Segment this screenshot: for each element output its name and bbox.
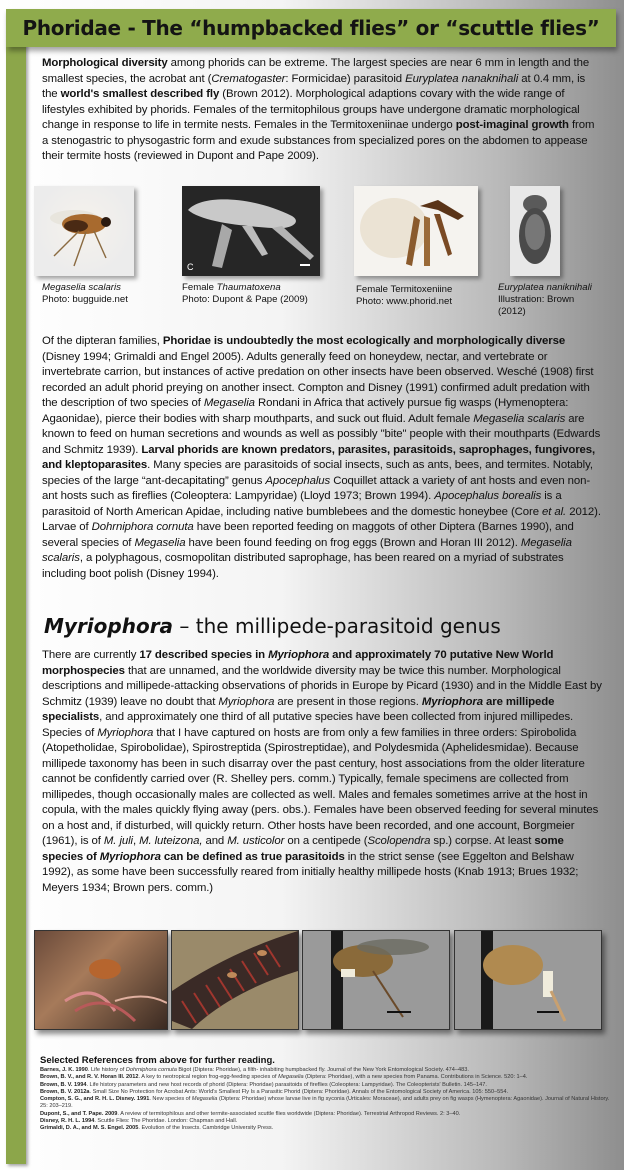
text: sp.) corpse. At least (430, 835, 535, 847)
millipede-body-image-icon (172, 931, 298, 1029)
caption-prefix: Female (182, 282, 217, 293)
text: at 0.4 mm, is the (42, 72, 586, 100)
photo-termitoxeniine (354, 186, 478, 276)
reference-item: Grimaldi, D. A., and M. S. Engel. 2005. Evolution of the Insects. Cambridge University Press. (40, 1125, 274, 1132)
bold-text: post-imaginal growth (455, 119, 569, 131)
italic-text: Megaselia scalaris (42, 536, 572, 564)
bottom-photo-row (34, 930, 604, 1030)
photo-thaumatoxena (182, 186, 320, 276)
caption-species: Euryplatea naniknihali (498, 282, 592, 293)
bold-italic-text: Myriophora (99, 850, 161, 863)
text: have been reported feeding on maggots of other Diptera (Barnes 1990), and several species of (42, 521, 574, 549)
header-bar (6, 9, 616, 47)
photo-caption (498, 282, 594, 318)
italic-text: M. luteizona, (139, 835, 203, 847)
reference-item: Brown, B. V. 1994. Life history parameters and new host records of phorid (Diptera: Phoridae) parasitoids of fireflies (Coleoptera: Lampyridae). The Coleopterists' Bulletin. 145–147. (40, 1081, 487, 1088)
sem-image-icon (182, 186, 320, 276)
text: are present in those regions. (274, 695, 422, 708)
italic-text: M. juli (103, 835, 133, 847)
photo-phorid-on-millipede (34, 930, 168, 1030)
ecology-paragraph (42, 334, 602, 582)
reference-item: Barnes, J. K. 1990. Life history of Dohrniphora cornuta Bigot (Diptera: Phoridae), a filth- inhabiting humpbacked fly. Journal of the New York Entomological Society. 474–483. (40, 1067, 469, 1073)
text: , and approximately one third of all putative species have been collected from injured millipedes. Species of (42, 711, 574, 739)
caption-species: Thaumatoxena (216, 282, 281, 293)
photo-caption (42, 282, 128, 306)
photo-phorids-on-millipede-body (171, 930, 299, 1030)
text: : Formicidae) parasitoid (285, 72, 406, 85)
text: , a polyphagous, cosmopolitan distributed saprophage, has been reared on a myriad of substrates including boot polish (Disney 1994). (42, 552, 564, 580)
bold-text: are millipede specialists (42, 695, 555, 723)
pinned-fly-image-icon (455, 931, 601, 1029)
reference-item: Disney, R. H. L. 1994. Scuttle Flies: The Phoridae. London: Chapman and Hall. (40, 1118, 238, 1125)
italic-text: Dohrniphora cornuta (91, 521, 194, 533)
text: Rondani in Africa that actively pursue fig wasps (Hymenoptera: Agaonidae), pierce their bodies with sharp mouthparts, and suck out fluid. Adult female (42, 397, 569, 425)
photo-caption (356, 284, 452, 308)
photo-row (34, 186, 594, 317)
text: from a stenogastric to physogastric form and exude substances from specialized pores on the abdomen to appease their termite hosts (reviewed in Dupont and Pape 2009). (42, 119, 595, 162)
text: have been found feeding on frog eggs (Brown and Horan III 2012). (185, 536, 521, 549)
italic-text: Megaselia (134, 536, 186, 549)
caption-credit: Photo: bugguide.net (42, 294, 128, 305)
text: are known to feed on human secretions and wounds as well as possibly "bite" people with their mouthparts (Edwards and Schmitz 1939). (42, 412, 601, 456)
reference-item: Compton, S. G., and R. H. L. Disney. 1991. New species of Megaselia (Diptera: Phoridae) whose larvae live in fig syconia (Urticales: Moraceae), and adults prey on fig wasps (Hymenoptera: Agaonidae). Journal of Natural History. 25: 203–219. (40, 1096, 610, 1110)
italic-text: Myriophora (218, 695, 275, 708)
text: and (202, 835, 228, 847)
reference-item: Dupont, S., and T. Pape. 2009. A review of termitophilous and other termite-associated scuttle flies worldwide (Diptera: Phoridae). Terrestrial Arthropod Reviews. 2: 3–40. (40, 1110, 461, 1117)
myriophora-paragraph (42, 648, 602, 896)
text: that are unnamed, and the worldwide diversity may be twice this number. Morphological descriptions and millipede-attacking observations of phorids in Europe by Picard (1930) and in the Middle East by Schmitz (1939) leave no doubt that (42, 664, 602, 708)
italic-text: Crematogaster (211, 72, 286, 85)
caption-credit: Photo: www.phorid.net (356, 296, 452, 307)
photo-caption (182, 282, 308, 306)
caption-species: Megaselia scalaris (42, 282, 121, 293)
heading-rest: – the millipede-parasitoid genus (173, 614, 501, 638)
italic-text: Myriophora (97, 726, 154, 739)
bold-text: and approximately 70 putative New World morphospecies (42, 649, 554, 677)
text: , (132, 835, 140, 847)
text: (Disney 1994; Grimaldi and Engel 2005). Adults generally feed on honeydew, nectar, and vertebrate or invertebrate carrion, but instances of active predation on other insects have been observed. Wesché (1908) first recorded an adult phorid preying on another insect. Compton and Disney (1991) confirmed adult predation with the description of two species of (42, 350, 594, 409)
text: . Many species are parasitoids of social insects, such as ants, bees, and termites. Notably, species of the large “ant-decapitating” genus (42, 459, 593, 487)
text: on a centipede ( (284, 835, 368, 847)
italic-text: Apocephalus (265, 474, 331, 487)
ecology-section (42, 334, 602, 582)
text: 2012). Larvae of (42, 505, 601, 533)
text: Of the dipteran families, (42, 335, 163, 347)
italic-text: M. usticolor (227, 835, 285, 847)
bold-text: 17 described species in (139, 649, 269, 661)
bold-italic-text: Myriophora (268, 649, 330, 661)
bold-text: can be defined as true parasitoids (160, 850, 345, 863)
text: (Brown 2012). Morphological adaptions covary with the wide range of lifestyles exhibited by phorids. Females of the termitophilous groups have undergone dramatic morphological change in response to life in termite nests. Females in the Termitoxeniinae undergo (42, 88, 580, 131)
left-accent-bar (6, 10, 26, 1164)
intro-section (42, 56, 602, 165)
bold-italic-text: Myriophora (421, 695, 483, 708)
text: that I have captured on hosts are from only a few families in three orders: Spirobolida (Atopetholidae, Spirobolidae), Spirostreptida (Spirostreptidae), and Polydesmida (Aphelidesmidae). Because millipede taxonomy has been in such disarray over the past century, host associations from the older literature cannot be confidently carried over (R. Shelley pers. comm.) Typically, female specimens are collected from millipedes, though occasionally males are collected as well. Males and females sometimes arrive at the host in copula, with the males quickly flying away (pers. obs.). Females have been observed feeding for several minutes on a host and, if disturbed, will quickly return. Other hosts have been recorded, and one account, Borgmeier (1961), is of (42, 726, 599, 847)
text: is a parasitoid of North American Apidae, including native bumblebees and the domestic honeybee (Core (42, 490, 562, 518)
references-section (40, 1055, 610, 1133)
bold-text: Phoridae is undoubtedly the most ecologically and morphologically diverse (162, 335, 566, 347)
bold-text: world's smallest described fly (60, 88, 220, 100)
svg-text:C: C (187, 262, 194, 272)
text: in the strict sense (see Eggelton and Belshaw 1992), as some have been successfully reared from initially healthy millipede hosts (Knab 1913; Brues 1932; Meyers 1934; Brown pers. comm.) (42, 850, 579, 894)
page-title: Phoridae - The “humpbacked flies” or “scuttle flies” (22, 16, 600, 40)
photo-myriophora-pinned-2 (454, 930, 602, 1030)
text: There are currently (42, 649, 140, 661)
photo-megaselia-scalaris (34, 186, 134, 276)
caption-prefix: Female Termitoxeniine (356, 284, 453, 295)
reference-item: Brown, B. V. 2012a. Small Size No Protection for Acrobat Ants: World's Smallest Fly Is a Parasitic Phorid (Diptera: Phoridae). Annals of the Entomological Society of America. 105: 550–554. (40, 1088, 509, 1095)
italic-text: et al. (542, 505, 567, 518)
photo-euryplatea (510, 186, 560, 276)
italic-text: Euryplatea nanaknihali (405, 72, 519, 85)
bold-text: Larval phorids are known predators, parasites, parasitoids, saprophages, fungivores, and kleptoparasites (42, 443, 596, 471)
reference-item: Brown, B. V., and R. V. Horan III. 2012. A key to neotropical region frog-egg-feeding species of Megaselia (Diptera: Phoridae), with a new species from Panama. Contributions in Science. 520: 1–4. (40, 1074, 528, 1081)
caption-credit: Illustration: Brown (2012) (498, 294, 575, 317)
intro-paragraph (42, 56, 602, 165)
myriophora-section (42, 648, 602, 896)
text: among phorids can be extreme. The largest species are near 6 mm in length and the smallest species, the acrobat ant ( (42, 57, 590, 85)
section-heading (44, 614, 501, 638)
bold-text: some species of (42, 835, 564, 863)
italic-text: Scolopendra (367, 835, 431, 847)
caption-credit: Photo: Dupont & Pape (2009) (182, 294, 308, 305)
termitoxeniine-image-icon (354, 186, 478, 276)
euryplatea-image-icon (510, 186, 560, 276)
pinned-fly-image-icon (303, 931, 449, 1029)
heading-genus: Myriophora (44, 614, 174, 638)
references-title: Selected References from above for further reading. (40, 1055, 275, 1066)
text: Coquillet attack a variety of ant hosts and even non-ant hosts such as fireflies (Coleoptera: Lampyridae) (Lloyd 1973; Brown 1994). (42, 474, 591, 502)
fly-image-icon (34, 186, 134, 276)
bold-text: Morphological diversity (42, 57, 168, 69)
italic-text: Megaselia (203, 397, 255, 409)
photo-myriophora-pinned-1 (302, 930, 450, 1030)
italic-text: Apocephalus borealis (434, 490, 542, 502)
italic-text: Megaselia scalaris (473, 412, 566, 425)
millipede-legs-image-icon (35, 931, 167, 1029)
